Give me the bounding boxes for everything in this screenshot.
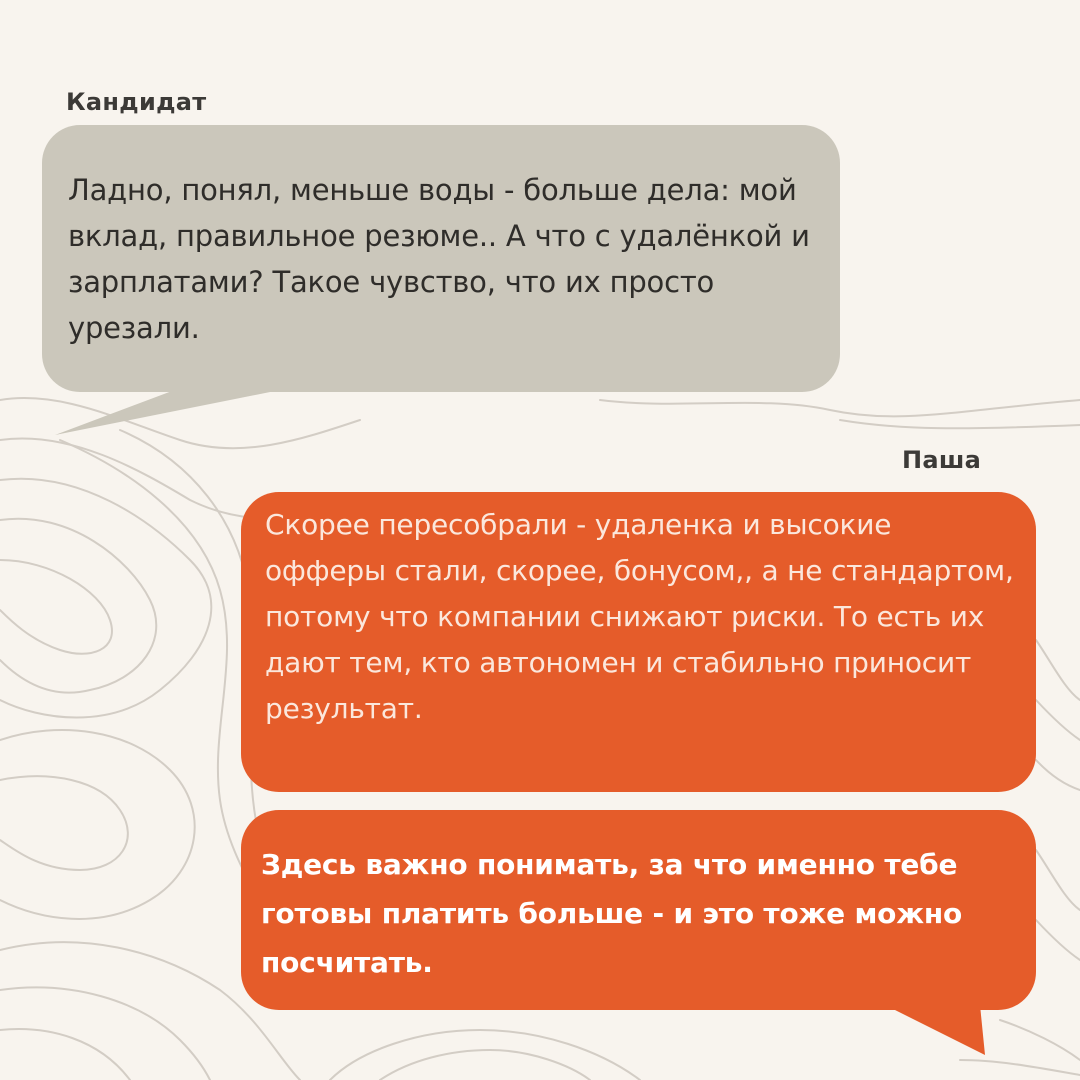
pasha-bubble-tail xyxy=(885,1005,985,1055)
pasha-message-bubble-1 xyxy=(241,492,1036,792)
speaker-label-candidate: Кандидат xyxy=(66,88,207,116)
candidate-message-text: Ладно, понял, меньше воды - больше дела: мой вклад, правильное резюме.. А что с удалёнкой и зарплатами? Такое чувство, что их просто урезали. xyxy=(68,173,810,345)
pasha-message-text-2: Здесь важно понимать, за что именно тебе готовы платить больше - и это тоже можно посчитать. xyxy=(261,848,963,979)
candidate-bubble-tail xyxy=(55,388,290,435)
pasha-message-text-1: Скорее пересобрали - удаленка и высокие офферы стали, скорее, бонусом,, а не стандартом, потому что компании снижают риски. То есть их дают тем, кто автономен и стабильно приносит результат. xyxy=(265,508,1014,725)
candidate-message-bubble xyxy=(42,125,840,392)
speaker-label-pasha: Паша xyxy=(902,446,982,474)
pasha-message-bubble-2 xyxy=(241,810,1036,1010)
